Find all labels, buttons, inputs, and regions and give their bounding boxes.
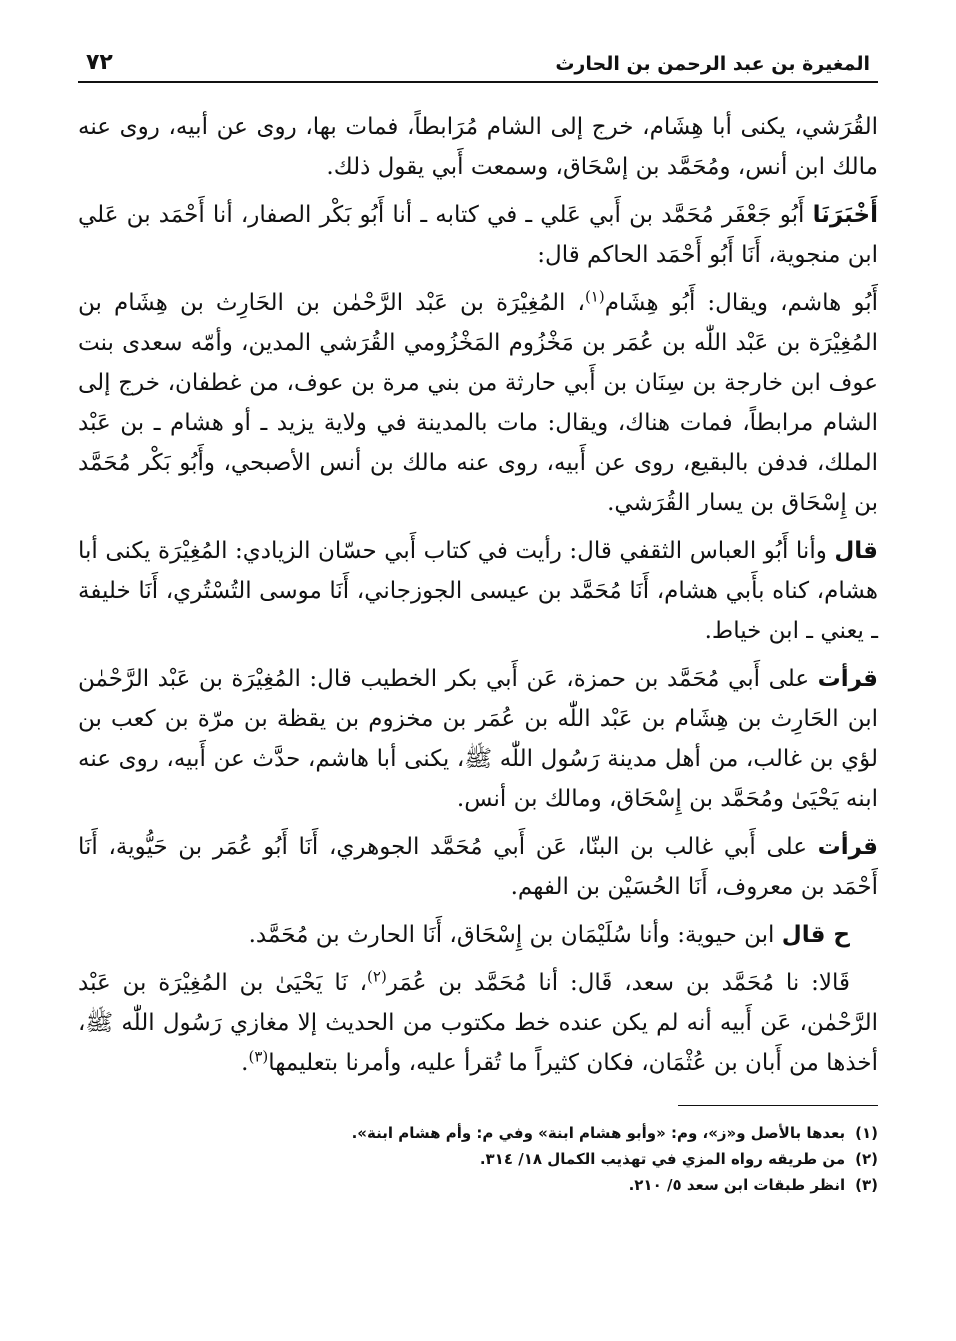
paragraph-text: على أَبي غالب بن البنّا، عَن أَبي مُحَمَّد الجوهري، أَنَا أَبُو عُمَر بن حَيُّوية، أَنَا أَحْمَد بن معروف، أَنَا الحُسَيْن بن الفهم. <box>78 834 878 900</box>
paragraph-7 <box>78 915 878 955</box>
footnote-marker-3: (٣) <box>248 1047 269 1066</box>
paragraph-text-continued: ، نَا يَحْيَىٰ بن المُغِيْرَة بن عَبْد الرَّحْمٰن، عَن أَبيه أنه لم يكن عنده خط مكتوب من الحديث إلا مغازي رَسُول اللّٰه ﷺ، أخذها من أَبان بن عُثْمَان، فكان كثيراً ما تُقرأ عليه، وأمرنا بتعليمها <box>78 970 878 1076</box>
footnote-item <box>78 1146 878 1172</box>
paragraph-6 <box>78 827 878 907</box>
paragraph-text: القُرَشي، يكنى أبا هِشَام، خرج إلى الشام مُرَابطاً، فمات بها، روى عن أبيه، روى عنه مالك ابن أنس، ومُحَمَّد بن إسْحَاق، وسمعت أَبي يقول ذلك. <box>78 114 878 180</box>
paragraph-lead-word: أَخْبَرَنَا <box>812 202 878 228</box>
book-page <box>78 50 878 1198</box>
paragraph-text: ابن حيوية: وأنا سُلَيْمَان بن إِسْحَاق، أَنَا الحارث بن مُحَمَّد. <box>248 922 782 948</box>
paragraph-text: قَالا: نا مُحَمَّد بن سعد، قَال: أنا مُحَمَّد بن عُمَر <box>386 970 850 996</box>
paragraph-text-continued: ، المُغِيْرَة بن عَبْد الرَّحْمٰن بن الحَارِث بن هِشَام بن المُغِيْرَة بن عَبْد اللّٰه بن عُمَر بن مَخْزُوم المَخْزُومي القُرَشي المدين، وأمّه سعدى بنت عوف ابن خارجة بن سِنَان بن أَبي حارثة من بني مرة بن عوف، من غطفان، خرج إلى الشام مرابطاً، فمات هناك، ويقال: مات بالمدينة في ولاية يزيد ـ أو هشام ـ بن عَبْد الملك، فدفن بالبقيع، روى عن أَبيه، روى عنه مالك بن أنس الأصبحي، وأَبُو بَكْر مُحَمَّد بن إِسْحَاق بن يسار القُرَشي. <box>78 290 878 516</box>
paragraph-text-end: . <box>241 1050 249 1076</box>
footnotes <box>78 1120 878 1198</box>
paragraph-text: أَبُو جَعْفَر مُحَمَّد بن أَبي عَلي ـ في كتابه ـ أنا أَبُو بَكْر الصفار، أنا أَحْمَد بن عَلي ابن منجوية، أَنَا أَبُو أَحْمَد الحاكم قال: <box>78 202 878 268</box>
footnote-number: (٣) <box>855 1176 878 1194</box>
footnote-marker-1: (١) <box>584 287 605 306</box>
footnote-item <box>78 1120 878 1146</box>
paragraph-lead-word: ح قال <box>781 922 850 948</box>
paragraph-5 <box>78 659 878 819</box>
paragraph-text: وأنا أَبُو العباس الثقفي قال: رأيت في كتاب أَبي حسّان الزيادي: المُغِيْرَة يكنى أبا هشام، كناه بأَبي هشام، أَنَا مُحَمَّد بن عيسى الجوزجاني، أَنَا موسى التُسْتُري، أَنَا خليفة ـ يعني ـ ابن خياط. <box>78 538 878 644</box>
footnote-text: من طريقه رواه المزي في تهذيب الكمال ١٨/ ٣١٤. <box>479 1150 846 1168</box>
paragraph-8 <box>78 963 878 1083</box>
footnote-number: (١) <box>855 1124 878 1142</box>
footnote-item <box>78 1172 878 1198</box>
running-header <box>78 50 878 83</box>
paragraph-text: أَبُو هاشم، ويقال: أَبُو هِشَام <box>604 290 878 316</box>
footnote-text: بعدها بالأصل و«ز»، وم: «وأبو هشام ابنة» وفي م: وأم هشام ابنة». <box>351 1124 846 1142</box>
paragraph-lead-word: قرأت <box>817 834 878 860</box>
footnote-text: انظر طبقات ابن سعد ٥/ ٢١٠. <box>628 1176 846 1194</box>
footnote-divider <box>678 1105 878 1106</box>
paragraph-1 <box>78 107 878 187</box>
running-title: المغيرة بن عبد الرحمن بن الحارث <box>555 53 870 75</box>
footnote-number: (٢) <box>855 1150 878 1168</box>
paragraph-text: على أَبي مُحَمَّد بن حمزة، عَن أَبي بكر الخطيب قال: المُغِيْرَة بن عَبْد الرَّحْمٰن ابن الحَارِث بن هِشَام بن عَبْد اللّٰه بن عُمَر بن مخزوم بن يقظة بن مرّة بن كعب بن لؤي بن غالب، من أهل مدينة رَسُول اللّٰه ﷺ، يكنى أبا هاشم، حدَّث عن أَبيه، روى عنه ابنه يَحْيَىٰ ومُحَمَّد بن إِسْحَاق، ومالك بن أنس. <box>78 666 878 812</box>
footnote-marker-2: (٢) <box>367 967 387 986</box>
paragraph-3 <box>78 283 878 523</box>
main-text <box>78 107 878 1083</box>
paragraph-4 <box>78 531 878 651</box>
paragraph-lead-word: قرأت <box>817 666 878 692</box>
paragraph-lead-word: قال <box>834 538 878 564</box>
page-number: ٧٢ <box>86 50 113 75</box>
paragraph-2 <box>78 195 878 275</box>
